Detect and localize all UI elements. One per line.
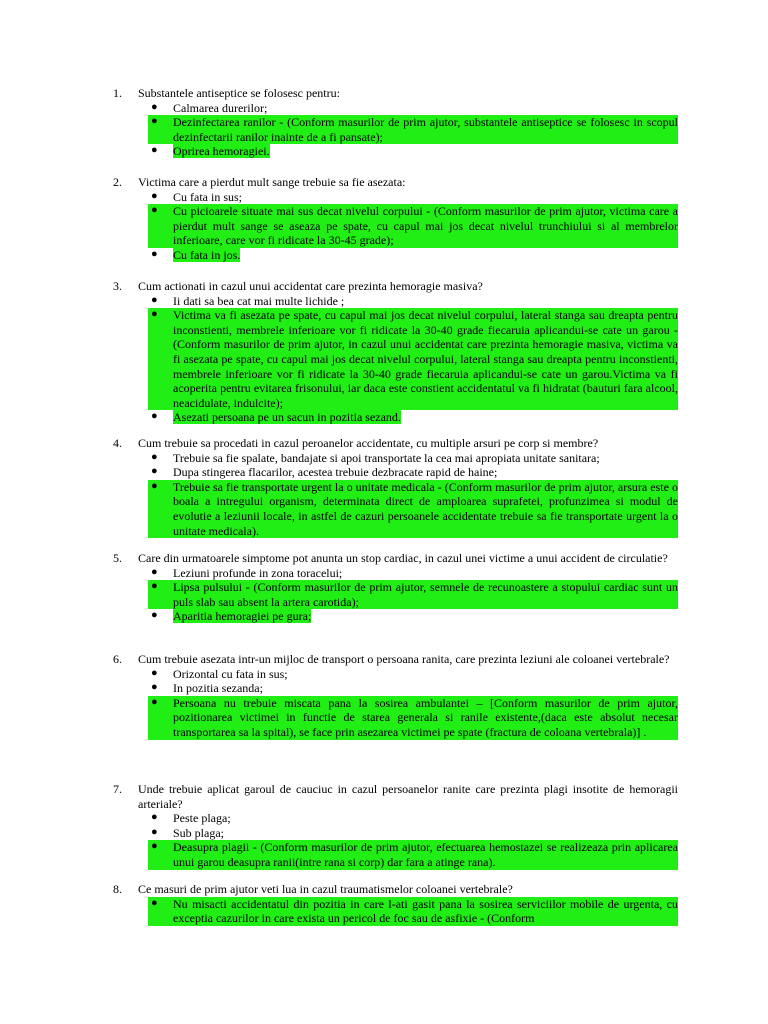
question-number: 1.: [113, 86, 122, 100]
option-item-correct: ● Trebuie sa fie transportate urgent la o unitate medicala - (Conform masurilor de prim ajutor, arsura este o boala a intregului organism, determinata direct de amploarea suprafetei, profunzimea si modul de evolutie a leziunii locale, in astfel de cazuri persoanele accidentate trebuie sa fie transportate urgent la o unitate medicala).: [148, 480, 678, 538]
question-text: Cum trebuie asezata intr-un mijloc de transport o persoana ranita, care prezinta leziuni ale coloanei vertebrale?: [138, 652, 670, 666]
option-item: ● In pozitia sezanda;: [151, 681, 263, 696]
option-item-correct: ● Persoana nu trebuie miscata pana la sosirea ambulantei – [Conform masurilor de prim ajutor, pozitionarea victimei in functie de starea generala si ranile existente,(daca este absolut necesar transportarea sa la spital), se face prin asezarea victimei pe spate (fractura de coloana vertebrala)] .: [148, 696, 678, 740]
question-number: 7.: [113, 782, 122, 796]
bullet-icon: ●: [151, 666, 158, 679]
question-text: Substantele antiseptice se folosesc pentru:: [138, 86, 340, 100]
option-item: ● Aparitia hemoragiei pe gura;: [151, 609, 312, 624]
bullet-icon: ●: [151, 204, 158, 217]
question-text: Ce masuri de prim ajutor veti lua in cazul traumatismelor coloanei vertebrale?: [138, 882, 513, 896]
option-list: [113, 566, 678, 624]
option-list: [113, 811, 678, 869]
option-item: ● Leziuni profunde in zona toracelui;: [151, 565, 343, 580]
question-2: [113, 175, 678, 263]
option-item-correct: ● Victima va fi asezata pe spate, cu capul mai jos decat nivelul corpului, lateral stanga sau dreapta pentru inconstienti, membrele inferioare vor fi ridicate la 30-40 grade fiecaruia aplicandui-se cate un garou - (Conform masurilor de prim ajutor, in cazul unui accidentat care prezinta hemoragie masiva, victima va fi asezata pe spate, cu capul mai jos decat nivelul corpului, lateral stanga sau dreapta pentru inconstienti, membrele inferioare vor fi ridicate la 30-40 grade fiecaruia aplicandui-se cate un garou.Victima va fi acoperita pentru evitarea frisonului, iar daca este constient accidentatul va fi hidratat (bauturi fara alcool, neacidulate, indulcite);: [148, 308, 678, 410]
option-item: ● Orizontal cu fata in sus;: [151, 666, 288, 681]
bullet-icon: ●: [151, 896, 158, 909]
bullet-icon: ●: [151, 410, 158, 423]
bullet-icon: ●: [151, 609, 158, 622]
option-list: [113, 451, 678, 539]
option-item-correct: ● Nu misacti accidentatul din pozitia in care l-ati gasit pana la sosirea serviciilor mobile de urgenta, cu exceptia cazurilor in care exista un pericol de foc sau de asfixie - (Conform: [148, 897, 678, 926]
question-3: [113, 279, 678, 425]
option-item: ● Cu fata in jos.: [151, 247, 241, 262]
question-text: Cum trebuie sa procedati in cazul peroanelor accidentate, cu multiple arsuri pe corp si membre?: [138, 436, 599, 450]
option-list: [113, 101, 678, 159]
question-5: [113, 551, 678, 624]
bullet-icon: ●: [151, 100, 158, 113]
bullet-icon: ●: [151, 811, 158, 824]
option-item-correct: ● Deasupra plagii - (Conform masurilor de prim ajutor, efectuarea hemostazei se realizeaza prin aplicarea unui garou deasupra ranii(intre rana si corp) dar fara a atinge rana).: [148, 840, 678, 869]
option-list: [113, 190, 678, 263]
bullet-icon: ●: [151, 479, 158, 492]
question-7: [113, 782, 678, 870]
bullet-icon: ●: [151, 189, 158, 202]
option-item: ● Cu fata in sus;: [151, 189, 242, 204]
option-item: ● Trebuie sa fie spalate, bandajate si apoi transportate la cea mai apropiata unitate sanitara;: [151, 450, 600, 465]
option-item-correct: ● Cu picioarele situate mai sus decat nivelul corpului - (Conform masurilor de prim ajutor, victima care a pierdut mult sange se aseaza pe spate, cu capul mai jos decat nivelul trunchiului si al membrelor inferioare, care vor fi ridicate la 30-45 grade);: [148, 204, 678, 248]
question-6: [113, 652, 678, 740]
bullet-icon: ●: [151, 840, 158, 853]
option-list: [113, 667, 678, 740]
option-item: ● Asezati persoana pe un sacun in pozitia sezand.: [151, 410, 401, 425]
option-item-correct: ● Lipsa pulsului - (Conform masurilor de prim ajutor, semnele de recunoastere a stopului cardiac sunt un puls slab sau absent la artera carotida);: [148, 580, 678, 609]
option-list: [113, 897, 678, 926]
bullet-icon: ●: [151, 144, 158, 157]
bullet-icon: ●: [151, 695, 158, 708]
question-number: 8.: [113, 882, 122, 896]
question-number: 2.: [113, 175, 122, 189]
bullet-icon: ●: [151, 825, 158, 838]
bullet-icon: ●: [151, 308, 158, 321]
bullet-icon: ●: [151, 465, 158, 478]
option-list: [113, 294, 678, 425]
bullet-icon: ●: [151, 115, 158, 128]
bullet-icon: ●: [151, 247, 158, 260]
option-item: ● Sub plaga;: [151, 825, 224, 840]
bullet-icon: ●: [151, 565, 158, 578]
option-item-correct: ● Dezinfectarea ranilor - (Conform masurilor de prim ajutor, substantele antiseptice se folosesc in scopul dezinfectarii ranilor inainte de a fi pansate);: [148, 115, 678, 144]
question-1: [113, 86, 678, 159]
question-4: [113, 436, 678, 538]
question-text: Cum actionati in cazul unui accidentat care prezinta hemoragie masiva?: [138, 279, 483, 293]
option-item: ● Dupa stingerea flacarilor, acestea trebuie dezbracate rapid de haine;: [151, 465, 498, 480]
option-item: ● Ii dati sa bea cat mai multe lichide ;: [151, 293, 345, 308]
question-number: 5.: [113, 551, 122, 565]
option-item: ● Peste plaga;: [151, 811, 231, 826]
question-number: 3.: [113, 279, 122, 293]
question-number: 4.: [113, 436, 122, 450]
question-text: Unde trebuie aplicat garoul de cauciuc in cazul persoanelor ranite care prezinta plagi insotite de hemoragii arteriale?: [138, 782, 678, 811]
bullet-icon: ●: [151, 681, 158, 694]
bullet-icon: ●: [151, 293, 158, 306]
bullet-icon: ●: [151, 580, 158, 593]
question-number: 6.: [113, 652, 122, 666]
option-item: ● Calmarea durerilor;: [151, 100, 268, 115]
option-item: ● Oprirea hemoragiei.: [151, 144, 270, 159]
bullet-icon: ●: [151, 450, 158, 463]
question-8: [113, 882, 678, 926]
question-text: Care din urmatoarele simptome pot anunta un stop cardiac, in cazul unei victime a unui accident de circulatie?: [138, 551, 668, 565]
question-text: Victima care a pierdut mult sange trebuie sa fie asezata:: [138, 175, 406, 189]
